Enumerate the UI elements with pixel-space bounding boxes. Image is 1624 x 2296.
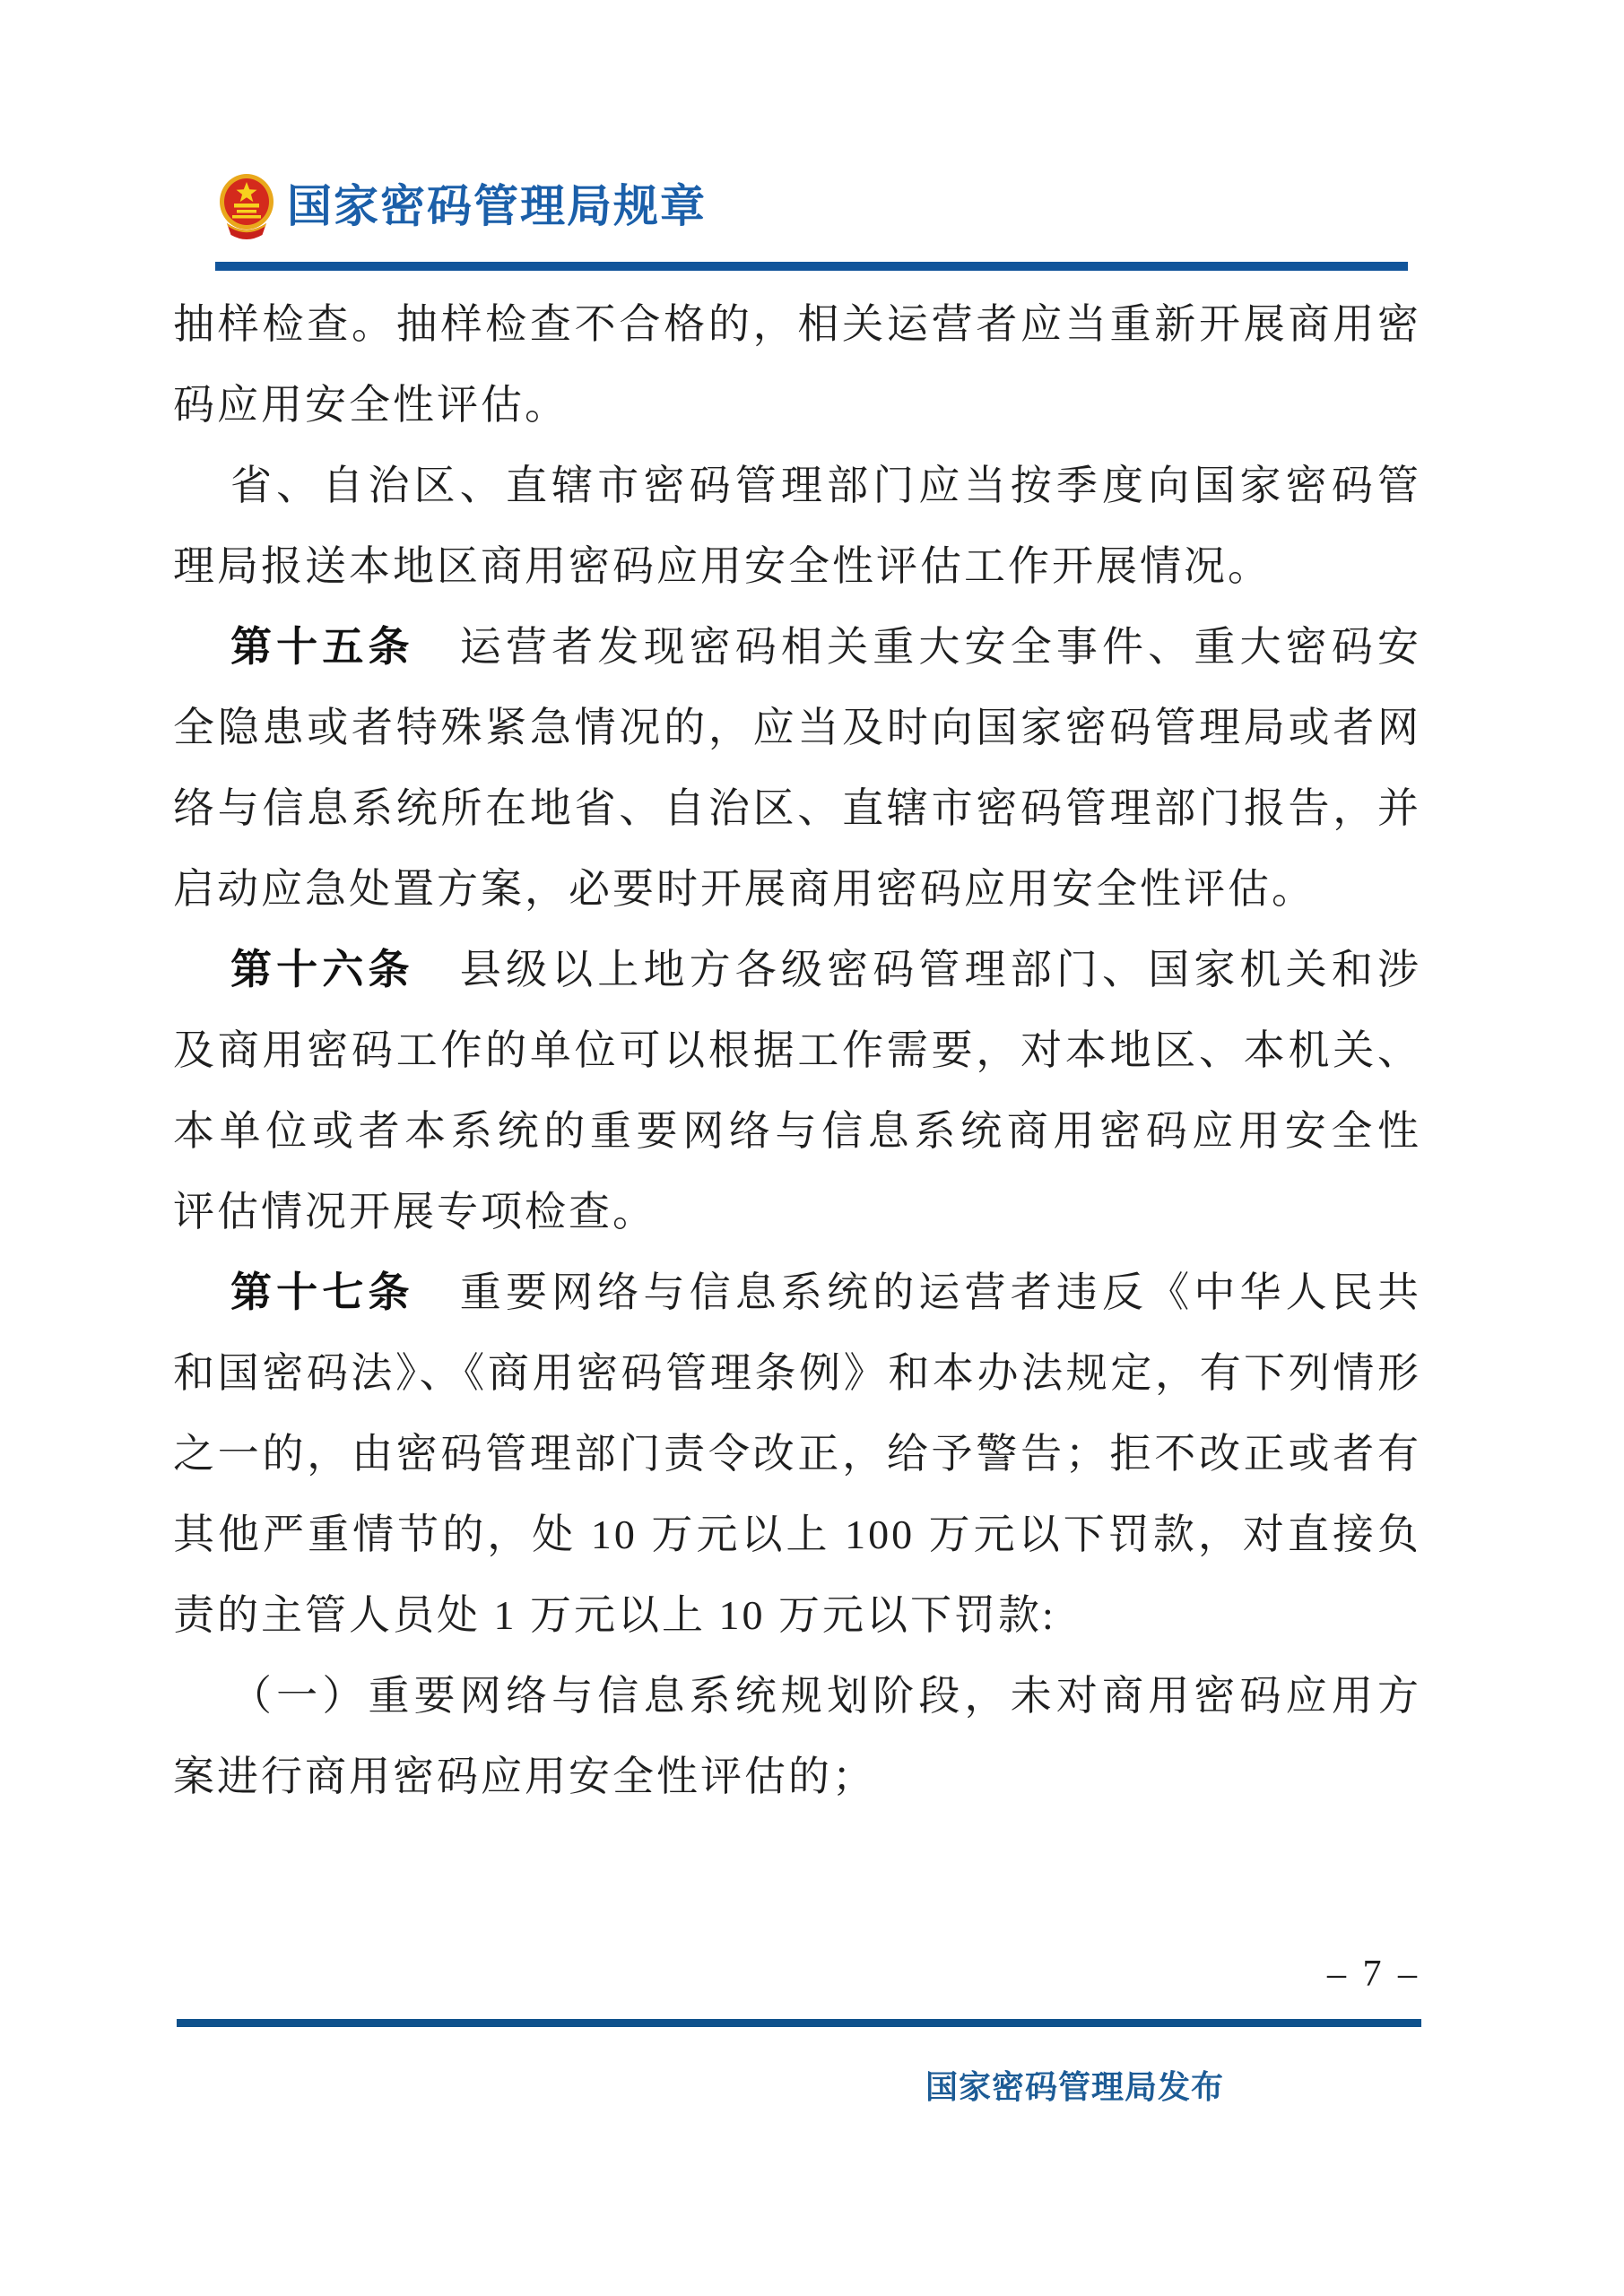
header-divider: [215, 262, 1408, 271]
text-line: 码应用安全性评估。: [173, 382, 569, 428]
text-line: 抽样检查。抽样检查不合格的，相关运营者应当重新开展商用密: [173, 301, 1421, 347]
text-line: 启动应急处置方案，必要时开展商用密码应用安全性评估。: [173, 866, 1316, 912]
text-line: 评估情况开展专项检查。: [173, 1189, 656, 1235]
text-line: 第十七条 重要网络与信息系统的运营者违反《中华人民共: [230, 1269, 1422, 1315]
text-line: （一）重要网络与信息系统规划阶段，未对商用密码应用方: [230, 1673, 1421, 1719]
text-line: 络与信息系统所在地省、自治区、直辖市密码管理部门报告，并: [173, 785, 1421, 831]
page-number: – 7 –: [1327, 1954, 1420, 1995]
text-line: 全隐患或者特殊紧急情况的，应当及时向国家密码管理局或者网: [173, 705, 1421, 750]
text-line: 案进行商用密码应用安全性评估的；: [173, 1754, 876, 1799]
footer-divider: [177, 2019, 1421, 2027]
text-line: 之一的，由密码管理部门责令改正，给予警告；拒不改正或者有: [173, 1431, 1421, 1477]
text-line: 及商用密码工作的单位可以根据工作需要，对本地区、本机关、: [173, 1027, 1421, 1073]
national-emblem-icon: [219, 172, 274, 240]
text-line: 第十六条 县级以上地方各级密码管理部门、国家机关和涉: [230, 946, 1422, 992]
text-line: 本单位或者本系统的重要网络与信息系统商用密码应用安全性: [173, 1108, 1421, 1154]
text-line: 第十五条 运营者发现密码相关重大安全事件、重大密码安: [230, 623, 1422, 670]
text-line: 理局报送本地区商用密码应用安全性评估工作开展情况。: [173, 543, 1272, 589]
text-line: 其他严重情节的，处 10 万元以上 100 万元以下罚款，对直接负: [173, 1512, 1421, 1557]
text-line: 省、自治区、直辖市密码管理部门应当按季度向国家密码管: [230, 463, 1421, 508]
document-category-title: 国家密码管理局规章: [287, 181, 707, 231]
publisher-label: 国家密码管理局发布: [925, 2069, 1225, 2105]
article-text: [173, 283, 1421, 1816]
text-line: 责的主管人员处 1 万元以上 10 万元以下罚款:: [173, 1592, 1056, 1638]
text-line: 和国密码法》、《商用密码管理条例》和本办法规定，有下列情形: [173, 1350, 1421, 1396]
